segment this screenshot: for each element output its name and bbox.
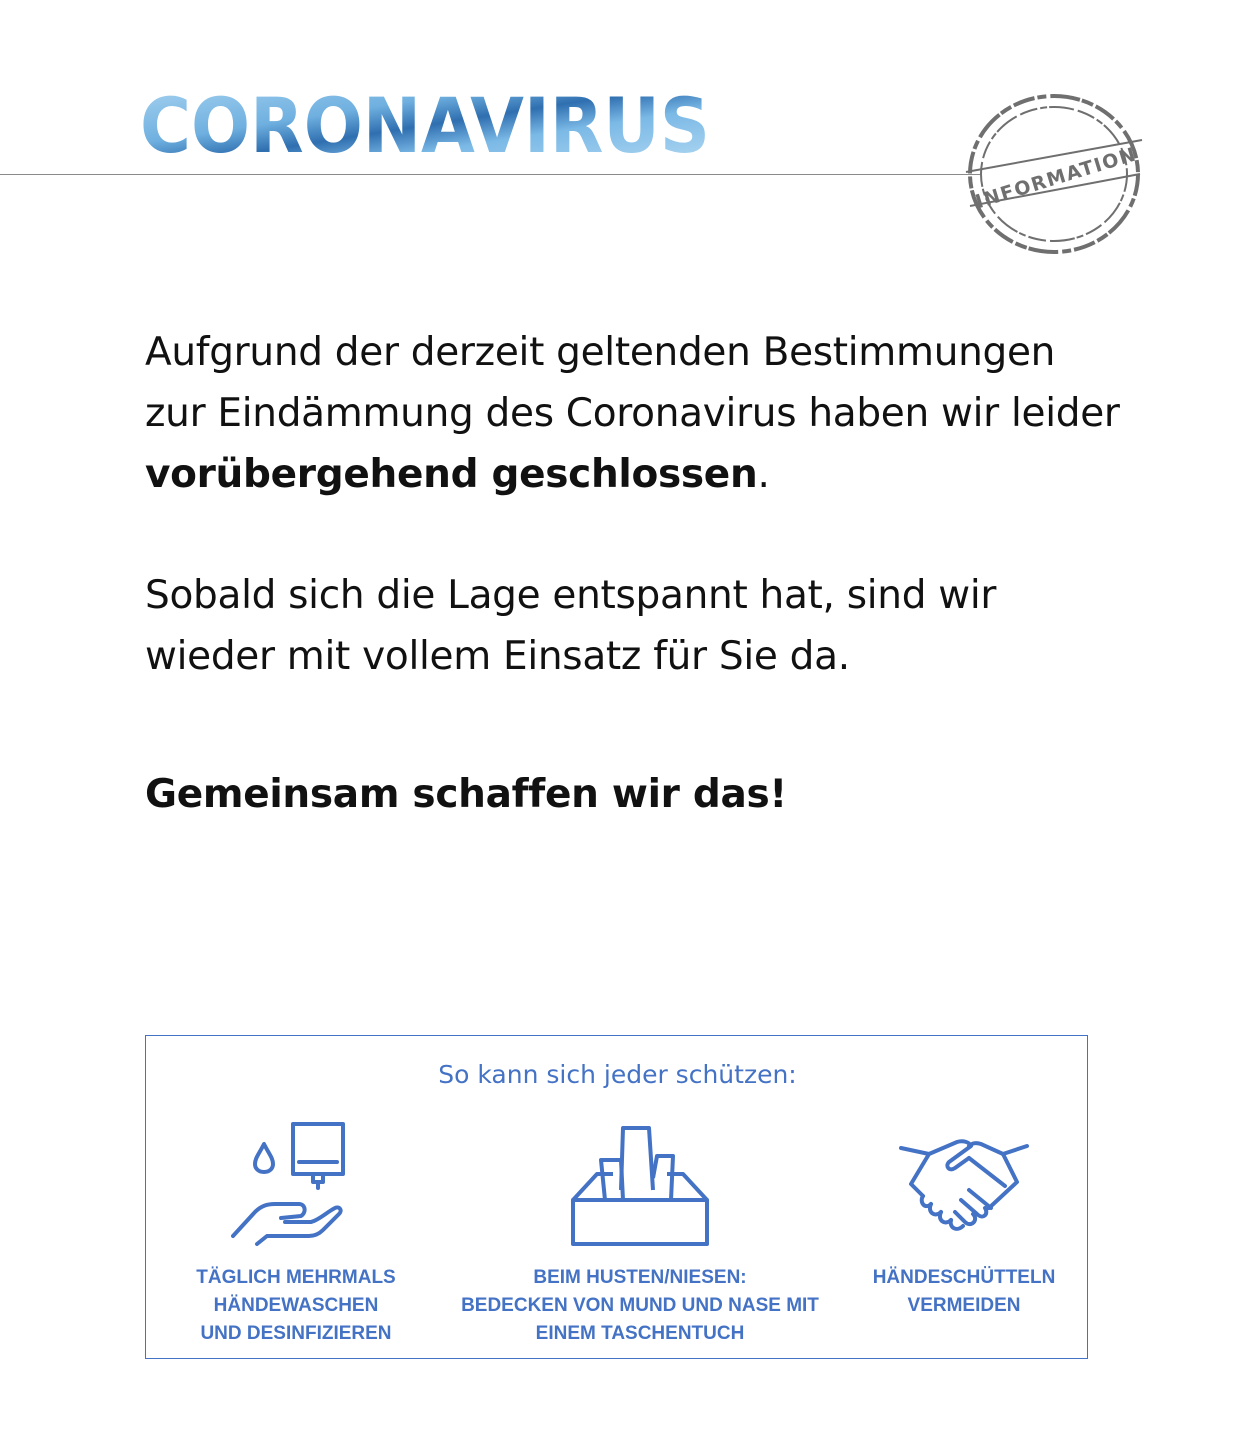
tip-avoid-handshake [846, 1116, 1082, 1320]
header-divider [0, 174, 980, 175]
tip-cough-sneeze [436, 1116, 844, 1348]
tip-cough-sneeze-label: BEIM HUSTEN/NIESEN: BEDECKEN VON MUND UND NASE MIT EINEM TASCHENTUCH [461, 1267, 819, 1344]
coronavirus-logo [140, 76, 740, 176]
handshake-icon [899, 1116, 1029, 1246]
info-box-heading: So kann sich jeder schützen: [438, 1060, 797, 1089]
closure-notice [145, 322, 1125, 505]
tip-hand-washing-label: TÄGLICH MEHRMALS HÄNDEWASCHEN UND DESINFIZIEREN [196, 1267, 396, 1344]
slogan: Gemeinsam schaffen wir das! [145, 772, 787, 817]
closure-notice-end: . [757, 452, 770, 497]
tip-hand-washing [166, 1116, 426, 1348]
information-stamp [962, 88, 1146, 258]
stamp-icon [962, 88, 1146, 258]
tissue-box-icon [565, 1116, 715, 1246]
closure-notice-text: Aufgrund der derzeit geltenden Bestimmungen zur Eindämmung des Coronavirus haben wir leider [145, 330, 1120, 436]
main-message [145, 322, 1125, 825]
tip-avoid-handshake-label: HÄNDESCHÜTTELN VERMEIDEN [872, 1267, 1056, 1316]
reopening-notice: Sobald sich die Lage entspannt hat, sind wir wieder mit vollem Einsatz für Sie da. [145, 573, 997, 679]
closure-notice-emphasis: vorübergehend geschlossen [145, 452, 758, 497]
page-title-text: CORONAVIRUS [140, 81, 710, 170]
stamp-text: INFORMATION [972, 143, 1140, 214]
protection-info-box [145, 1035, 1088, 1359]
page-title [140, 76, 740, 176]
hand-wash-icon [231, 1116, 361, 1246]
